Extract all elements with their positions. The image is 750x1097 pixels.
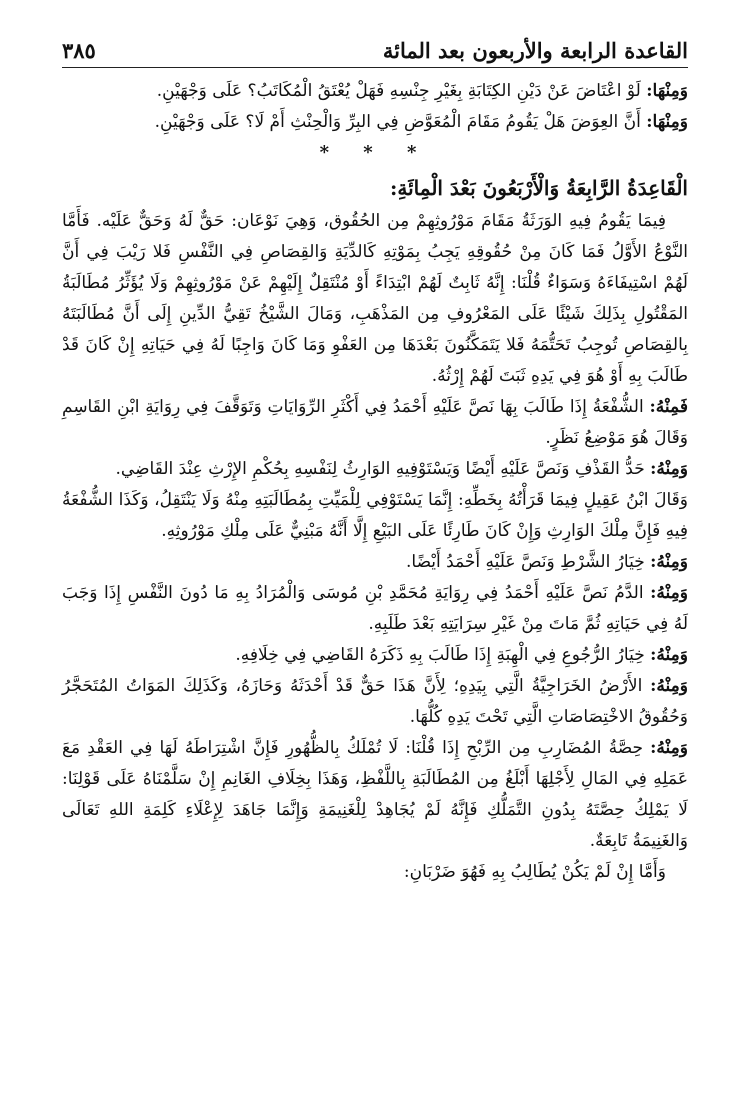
running-title: القاعدة الرابعة والأربعون بعد المائة — [382, 38, 688, 63]
paragraph-lead: وَمِنْهُ: — [650, 738, 688, 758]
paragraph — [62, 671, 688, 733]
paragraph-text: وَأَمَّا إِنْ لَمْ يَكُنْ يُطَالِبُ بِهِ فَهُوَ ضَرْبَانِ: — [403, 862, 666, 882]
paragraph — [62, 640, 688, 671]
paragraph — [62, 454, 688, 485]
paragraph-lead: وَمِنْهُ: — [650, 645, 688, 665]
paragraph-lead: وَمِنْهُ: — [650, 552, 688, 572]
paragraph-text: وَقَالَ ابْنُ عَقِيلٍ فِيمَا قَرَأْتُهُ بِخَطِّهِ: إِنَّمَا يَسْتَوْفِي لِلْمَيِّتِ بِمُطَالَبَتِهِ مِنْهُ وَلَا يَنْتَقِلُ، وَكَذَا الشُّفْعَةُ فِيهِ فَإِنَّ مِلْكَ الوَارِثِ وَإِنْ كَانَ طَارِئًا عَلَى البَيْعِ إِلَّا أَنَّهُ مَبْنِيٌّ عَلَى مِلْكِ مَوْرُوثِهِ. — [62, 490, 688, 541]
paragraph-text: لَوْ اعْتَاضَ عَنْ دَيْنِ الكِتَابَةِ بِغَيْرِ جِنْسِهِ فَهَلْ يُعْتَقُ الْمُكَاتَبُ؟ عَلَى وَجْهَيْنِ. — [156, 81, 647, 101]
intro-paragraph: فِيمَا يَقُومُ فِيهِ الوَرَثَةُ مَقَامَ مَوْرُوثِهِمْ مِن الحُقُوق، وَهِيَ نَوْعَان: حَقٌّ لَهُ وَحَقٌّ عَلَيْه. فَأَمَّا النَّوْعُ الأَوَّلُ فَمَا كَانَ مِنْ حُقُوقِهِ يَجِبُ بِمَوْتِهِ كَالدِّيَةِ وَالقِصَاصِ فِي النَّفْسِ فَلا رَيْبَ فِي أَنَّ لَهُمْ اسْتِيفَاءَهُ وَسَوَاءٌ قُلْنَا: إِنَّهُ ثَابِتٌ لَهُمْ ابْتِدَاءً أَوْ مُنْتَقِلٌ إِلَيْهِمْ عَنْ مَوْرُوثِهِمْ وَلَا يُؤَثِّرُ مُطَالَبَةُ المَقْتُولِ بِذَلِكَ شَيْئًا عَلَى المَعْرُوفِ مِن المَذْهَبِ، وَمَالَ الشَّيْخُ تَقِيُّ الدِّينِ إِلَى أَنَّ مُطَالَبَتَهُ بِالقِصَاصِ تُوجِبُ تَحَتُّمَهُ فَلا يَتَمَكَّنُونَ بَعْدَهَا مِن العَفْوِ وَمَا كَانَ وَاجِبًا لَهُ فِي حَيَاتِهِ إِنْ كَانَ قَدْ طَالَبَ بِهِ أَوْ هُوَ فِي يَدِهِ ثَبَتَ لَهُمْ إِرْثُهُ. — [62, 211, 688, 386]
page-number: ٣٨٥ — [62, 38, 96, 63]
paragraph — [62, 76, 688, 107]
paragraph — [62, 547, 688, 578]
paragraph-lead: وَمِنْهُ: — [650, 459, 688, 479]
running-header — [62, 38, 688, 68]
paragraph — [62, 578, 688, 640]
paragraph — [62, 107, 688, 138]
paragraph — [62, 733, 688, 857]
paragraph-text: الدَّمُ نَصَّ عَلَيْهِ أَحْمَدُ فِي رِوَايَةِ مُحَمَّدِ بْنِ مُوسَى وَالْمُرَادُ بِهِ مَا دُونَ النَّفْسِ إِذَا وَجَبَ لَهُ فِي حَيَاتِهِ ثُمَّ مَاتَ مِنْ غَيْرِ سِرَايَتِهِ بَعْدَ طَلَبِهِ. — [62, 583, 688, 634]
paragraph-lead: وَمِنْهَا: — [646, 112, 688, 132]
rule-heading: الْقَاعِدَةُ الرَّابِعَةُ وَالْأَرْبَعُونَ بَعْدَ الْمِائَةِ: — [389, 176, 688, 200]
paragraph-lead: وَمِنْهُ: — [650, 583, 688, 603]
paragraph-text: خِيَارُ الشَّرْطِ وَنَصَّ عَلَيْهِ أَحْمَدُ أَيْضًا. — [405, 552, 651, 572]
paragraph — [62, 485, 688, 547]
paragraph-lead: فَمِنْهُ: — [649, 397, 688, 417]
paragraph — [62, 857, 688, 888]
paragraph-text: حَدُّ القَذْفِ وَنَصَّ عَلَيْهِ أَيْضًا وَيَسْتَوْفِيهِ الوَارِثُ لِنَفْسِهِ بِحُكْمِ الإِرْثِ عِنْدَ القَاضِي. — [115, 459, 651, 479]
section-separator: * * * — [319, 142, 431, 163]
paragraph-text: الأَرْضُ الخَرَاجِيَّةُ الَّتِي بِيَدِهِ؛ لِأَنَّ هَذَا حَقٌّ قَدْ أَحْدَثَهُ وَحَازَهُ، وَكَذَلِكَ المَوَاتُ المُتَحَجَّرُ وَحُقُوقُ الاخْتِصَاصَاتِ الَّتِي تَحْتَ يَدِهِ كُلُّهَا. — [62, 676, 688, 727]
paragraph-lead: وَمِنْهَا: — [646, 81, 688, 101]
paragraph-text: أَنَّ العِوَضَ هَلْ يَقُومُ مَقَامَ الْمُعَوَّضِ فِي البِرِّ وَالْحِنْثِ أَمْ لَا؟ عَلَى وَجْهَيْنِ. — [154, 112, 647, 132]
paragraph-lead: وَمِنْهُ: — [650, 676, 688, 696]
paragraph — [62, 392, 688, 454]
paragraph-text: حِصَّةُ المُضَارِبِ مِن الرِّبْحِ إِذَا قُلْنَا: لَا تُمْلَكُ بِالظُّهُورِ فَإِنَّ اشْتِرَاطَهُ لَهَا فِي العَقْدِ مَعَ عَمَلِهِ فِي المَالِ لِأَجْلِهَا أَبْلَغُ مِن المُطَالَبَةِ بِاللَّفْظِ، وَهَذَا بِخِلَافِ الغَانِمِ إِنْ سَلَّمْنَاهُ عَلَى قَوْلِنَا: لَا يَمْلِكُ حِصَّتَهُ بِدُونِ التَّمَلُّكِ فَإِنَّهُ لَمْ يُجَاهِدْ لِلْغَنِيمَةِ وَإِنَّمَا جَاهَدَ لِإِعْلَاءِ كَلِمَةِ اللهِ تَعَالَى وَالغَنِيمَةُ تَابِعَةٌ. — [62, 738, 688, 851]
paragraph-text: الشُّفْعَةُ إِذَا طَالَبَ بِهَا نَصَّ عَلَيْهِ أَحْمَدُ فِي أَكْثَرِ الرِّوَايَاتِ وَتَوَقَّفَ فِي رِوَايَةِ ابْنِ القَاسِمِ وَقَالَ هُوَ مَوْضِعُ نَظَرٍ. — [62, 397, 688, 448]
paragraph-text: خِيَارُ الرُّجُوعِ فِي الْهِبَةِ إِذَا طَالَبَ بِهِ ذَكَرَهُ القَاضِي فِي خِلَافِهِ. — [235, 645, 651, 665]
